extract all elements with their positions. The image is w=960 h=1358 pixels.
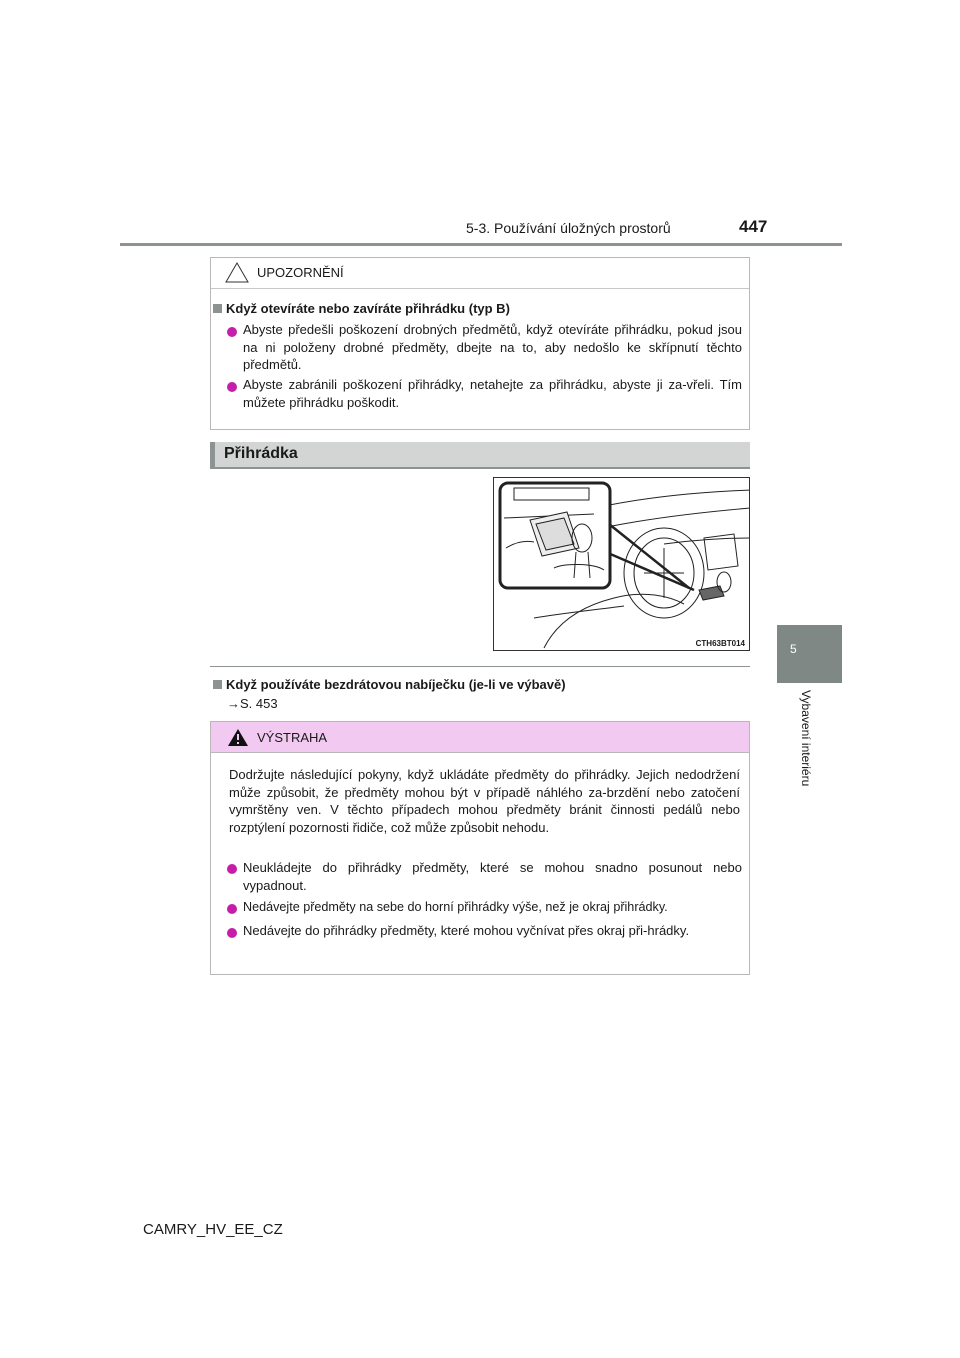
warning-bullet: Nedávejte do přihrádky předměty, které mohou vyčnívat přes okraj při-hrádky. [243,923,690,938]
section-accent [210,442,215,469]
warning-bullet: Nedávejte předměty na sebe do horní přihrádky výše, než je okraj přihrádky. [243,900,668,914]
section-title-text: Přihrádka [224,445,298,462]
caution-bullet: Abyste předešli poškození drobných předmětů, když otevíráte přihrádku, pokud jsou na ni položeny drobné předměty, dbejte na to, aby nedošlo ke skřípnutí těchto předmětů. [243,322,742,372]
bullet-dot-icon [227,904,237,914]
page-number: 447 [739,217,768,236]
divider [210,666,750,667]
warning-triangle-icon [228,729,248,746]
caution-bullet: Abyste zabránili poškození přihrádky, netahejte za přihrádku, abyste ji za-vřeli. Tím můžete přihrádku poškodit. [243,377,742,410]
warning-paragraph: Dodržujte následující pokyny, když ukládáte předměty do přihrádky. Jejich nedodržení může způsobit, že předměty mohou být v případě náhlého za-brzdění nebo zatočení vymrštěny ven. V těchto případech mohou předměty bránit činnosti pedálů nebo rozptýlení pozornosti řidiče, což může způsobit nehodu. [229,767,740,835]
glovebox-illustration [493,477,750,651]
chapter-tab [777,625,842,683]
bullet-dot-icon [227,928,237,938]
document-code: CAMRY_HV_EE_CZ [143,1221,283,1238]
section-heading-bar [210,442,750,469]
square-bullet-icon [213,680,222,689]
bullet-dot-icon [227,864,237,874]
caution-subheading: Když otevíráte nebo zavíráte přihrádku (typ B) [213,301,510,316]
warning-label: VÝSTRAHA [257,730,328,745]
chapter-number: 5 [790,642,797,656]
page-reference[interactable]: →S. 453 [227,696,278,711]
dashboard-drawing [494,478,750,651]
square-bullet-icon [213,304,222,313]
caution-label: UPOZORNĚNÍ [257,265,344,280]
caution-header [211,258,749,289]
figure-code: CTH63BT014 [695,639,745,648]
wireless-heading: Když používáte bezdrátovou nabíječku (je-li ve výbavě) [213,677,566,692]
warning-header [211,722,749,753]
warning-bullet: Neukládejte do přihrádky předměty, které se mohou snadno posunout nebo vypadnout. [243,860,742,893]
bullet-dot-icon [227,382,237,392]
chapter-label: Vybavení interiéru [799,690,813,787]
caution-triangle-icon [225,262,249,283]
header-divider [120,243,842,246]
bullet-dot-icon [227,327,237,337]
section-title: 5-3. Používání úložných prostorů [466,220,671,236]
